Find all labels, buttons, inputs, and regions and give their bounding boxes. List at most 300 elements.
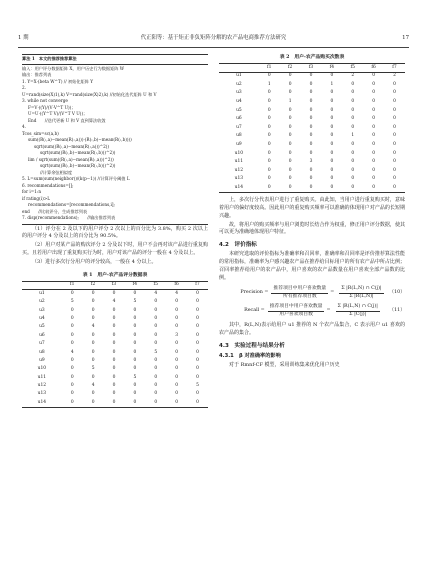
table-cell: 0 (133, 366, 137, 372)
table-cell: 0 (112, 357, 116, 363)
table-cell: 4 (91, 383, 95, 389)
table-cell: u11 (234, 159, 244, 165)
table-row (219, 98, 405, 107)
table-cell: 0 (196, 324, 199, 330)
table-cell: 0 (154, 324, 158, 330)
table-cell: u4 (236, 98, 242, 104)
table-row (22, 349, 208, 357)
table-cell: 0 (112, 307, 116, 313)
table-cell: 0 (330, 98, 334, 104)
table-cell: 0 (309, 184, 313, 190)
table-row (22, 357, 208, 365)
table-row (219, 141, 405, 150)
table-cell: 0 (351, 150, 355, 156)
fraction-numerator: 推荐项目中用户喜欢数量 (268, 304, 325, 312)
table-row (22, 390, 208, 398)
table-cell: 1 (267, 81, 271, 87)
body-paragraph: （1）评分在 2 及以下的用户评分 2 次以上的百分比为 3.8%，购买 2 次以上的用户评分 4 分及以上的百分比为 90.5%。 (22, 225, 208, 240)
table-cell: 0 (70, 391, 74, 397)
table-cell: 0 (351, 90, 355, 96)
column-header (22, 281, 62, 289)
column-header: f6 (174, 282, 179, 288)
table-cell: 0 (267, 116, 271, 122)
table-cell: 5 (91, 366, 95, 372)
table-row (219, 72, 405, 81)
table-cell: 0 (91, 332, 95, 338)
table-cell: 0 (309, 98, 313, 104)
algo-line: 5. L=sum(sum(neighbor))/(k(p−1)) //计算评分阈值 L (22, 176, 130, 181)
table-cell: 0 (175, 307, 178, 313)
table-cell: 0 (133, 315, 137, 321)
body-paragraph: 对于 Rmnf-CF 模型，采用训练集来优化用户历史 (229, 362, 340, 369)
table-cell: u13 (234, 176, 244, 182)
table-cell: 0 (330, 184, 334, 190)
header-rule (18, 47, 409, 48)
column-header: f1 (267, 64, 272, 70)
table-cell: 0 (154, 307, 158, 313)
table-cell: 0 (372, 98, 375, 104)
fraction-numerator: Σ |R(L,N) ∩ C(j)| (339, 286, 383, 294)
table-row (22, 399, 208, 407)
column-header: f7 (195, 282, 200, 288)
table-cell: 0 (267, 107, 271, 113)
table-cell: u2 (236, 81, 242, 87)
table-cell: 0 (112, 291, 116, 297)
table-cell: u1 (39, 291, 45, 297)
equation-lhs: Recall = (244, 307, 265, 313)
table-cell: 0 (70, 307, 74, 313)
table-cell: 0 (91, 307, 95, 313)
table-cell: 0 (330, 159, 334, 165)
table-cell: 0 (330, 141, 334, 147)
left-column (22, 54, 208, 408)
algo-line: U=rand(size(X)1),k) V=rand(size(X)2),k) //初始化迭代矩阵 U 和 V (22, 91, 157, 97)
algo-line: 4. (22, 124, 26, 129)
table-cell: 5 (196, 383, 199, 389)
table-cell: 0 (351, 124, 355, 130)
purchase-table (219, 63, 405, 193)
table-cell: 1 (330, 81, 334, 87)
table-cell: u5 (236, 107, 242, 113)
table-cell: 0 (330, 167, 334, 173)
body-paragraph: 上，多次行分代表用户进行了重复购买。由此知，当用户进行重复购买时，意味着用户的偏好度较高。因此用户的重复购买频率可以准确的体现用户对产品的长短期兴趣。 (219, 196, 405, 219)
table-cell: 0 (372, 90, 375, 96)
body-paragraph: （3）进行多次行分用户的评分较高，一般在 4 分以上。 (32, 259, 157, 266)
table-cell: u1 (236, 73, 242, 79)
table-row (22, 307, 208, 315)
table-cell: 0 (133, 357, 137, 363)
table-cell: 0 (133, 324, 137, 330)
table-row (219, 184, 405, 193)
table-cell: 0 (372, 133, 375, 139)
precision-equation: Precision = $\frac{\text{推荐项目中用户喜欢数量}}{\text{所有推荐项目数}}$ = $\frac{\Sigma |R(L,N) \cap C(j)|}{\Sigma |R(L,N)|}$ （10） (240, 285, 405, 299)
section-heading: 4.2 评价指标 (219, 242, 257, 249)
table-cell: 0 (330, 73, 334, 79)
algo-line: sqrt(sum((R(:,b)−mean(R(:,b)))^2)) (40, 150, 116, 155)
table-cell: 0 (154, 374, 158, 380)
table-row (22, 365, 208, 373)
column-header: f1 (70, 282, 75, 288)
table-cell: 0 (112, 366, 116, 372)
table-cell: 0 (175, 341, 178, 347)
table-cell: u10 (37, 366, 47, 372)
table-cell: 0 (330, 124, 334, 130)
algo-line: end //比较评分，生成推荐列表 (22, 208, 88, 214)
table-cell: 0 (175, 399, 178, 405)
table-cell: 0 (267, 176, 271, 182)
rating-table (22, 281, 208, 408)
table-row (219, 81, 405, 90)
column-header: f4 (132, 282, 138, 288)
table-cell: 0 (70, 315, 74, 321)
table-cell: 2 (393, 73, 396, 79)
table-cell: 0 (196, 374, 199, 380)
body-paragraph: 故，将用户的购买频率与用户浏览时长结合作为权重，修正用户评分数据，使其可以更为准确地体现用户特征。 (219, 221, 405, 236)
equation-fraction (336, 304, 380, 319)
table-row (219, 124, 405, 133)
right-column (219, 54, 405, 370)
algo-line: //计算余弦相似度 (40, 169, 73, 175)
table1-caption: 表 1 用户-农产品评分数据表 (82, 271, 148, 278)
table-cell: 5 (133, 374, 137, 380)
table-cell: 0 (330, 150, 334, 156)
table-cell: 0 (372, 73, 375, 79)
column-header: f5 (153, 282, 158, 288)
table-cell: 0 (175, 349, 178, 355)
fraction-denominator: Σ |C(j)| (349, 311, 367, 317)
table-cell: 0 (196, 391, 199, 397)
table-cell: 0 (288, 184, 292, 190)
table-cell: 0 (309, 90, 313, 96)
table-cell: 0 (267, 167, 271, 173)
table-cell: 0 (393, 116, 396, 122)
table-cell: 0 (309, 116, 313, 122)
running-title: 代正阳等：基于矩正非负矩阵分解的农产品电商推荐方法研究 (140, 35, 287, 41)
table-cell: 0 (133, 399, 137, 405)
table-cell: 0 (393, 150, 396, 156)
table-cell: 0 (309, 150, 313, 156)
body-paragraph: 本研究选取的评价指标为准确率和召回率，准确率和召回率是评价推荐算法性能的常用指标，准确率为户感兴趣农产品在推荐给目标用户的所有农产品中所占比例；召回率推荐给用户的农产品中，用户喜欢的农产品数量在用户喜欢全部产品数的比例。 (219, 251, 405, 282)
column-header: f6 (371, 64, 376, 70)
column-header (219, 63, 259, 72)
table-cell: 0 (309, 167, 313, 173)
table-cell: 2 (351, 73, 355, 79)
table-cell: 0 (351, 176, 355, 182)
table-cell: 5 (70, 299, 74, 305)
table-cell: 0 (154, 299, 158, 305)
table-cell: 0 (309, 133, 313, 139)
table-cell: 0 (133, 332, 137, 338)
table-cell: 0 (70, 291, 74, 297)
table-cell: 0 (154, 341, 158, 347)
table-cell: 0 (372, 141, 375, 147)
table-cell: 0 (393, 184, 396, 190)
table-cell: 0 (70, 366, 74, 372)
table-cell: 0 (196, 341, 199, 347)
table-cell: 0 (70, 332, 74, 338)
table-cell: 0 (267, 90, 271, 96)
table-cell: 4 (70, 349, 74, 355)
fraction-denominator: Σ |R(L,N)| (349, 293, 374, 299)
table-cell: 0 (196, 349, 199, 355)
table-row (219, 106, 405, 115)
table-cell: u6 (39, 332, 45, 338)
table-cell: 0 (70, 341, 74, 347)
table-cell: 0 (175, 357, 178, 363)
table-cell: 0 (393, 141, 396, 147)
algo-line: 2. (22, 85, 26, 90)
table-cell: 0 (267, 159, 271, 165)
algo-line: sum((R(:,a)−mean(R(:,a)))·(R(:,b)−mean(R(:,b)))) (28, 137, 132, 142)
table-cell: 0 (309, 73, 313, 79)
table-cell: 0 (372, 116, 375, 122)
table-cell: 0 (372, 176, 375, 182)
table-row (219, 89, 405, 98)
table-cell: 0 (196, 307, 199, 313)
table-cell: 0 (351, 116, 355, 122)
table-cell: 0 (372, 81, 375, 87)
table-cell: 0 (175, 366, 178, 372)
table-row (219, 175, 405, 184)
table-cell: 0 (70, 399, 74, 405)
table-cell: 0 (351, 98, 355, 104)
table-row (219, 158, 405, 167)
table-cell: 4 (154, 291, 158, 297)
algo-line: 输入：用户评分数据矩阵 X，用户历史行为数据矩阵 W (22, 65, 125, 71)
algo-line: 7. disp(recommendations); //输出推荐列表 (22, 215, 116, 220)
table-cell: 0 (309, 176, 313, 182)
table-cell: 0 (351, 107, 355, 113)
table-cell: 0 (175, 299, 178, 305)
table-cell: 0 (309, 107, 313, 113)
table-cell: u4 (39, 315, 45, 321)
issue-label: 1 期 (18, 35, 29, 41)
table-cell: u8 (39, 349, 45, 355)
table-row (22, 332, 208, 340)
algo-line: 1. Y=X·(beta W^T) // 初始化矩阵 Y (22, 78, 93, 84)
table-cell: 5 (133, 299, 137, 305)
table-cell: 0 (175, 374, 178, 380)
table-cell: u7 (236, 124, 242, 130)
algo-line: 6. recommendations=[]; (22, 182, 74, 188)
table-cell: 0 (267, 73, 271, 79)
table-cell: 0 (372, 124, 375, 130)
algorithm-title: 算法 1 本文的推荐推荐算法 (22, 56, 208, 65)
table-cell: 0 (175, 391, 178, 397)
table-cell: u11 (37, 374, 47, 380)
table-cell: 0 (351, 141, 355, 147)
subsection-heading: 4.3.1 β 对准确率的影响 (219, 352, 281, 359)
algo-line: 3. while not converge (22, 98, 68, 103)
table-cell: 0 (288, 124, 292, 130)
equation-fraction (271, 286, 328, 301)
table-cell: 0 (196, 315, 199, 321)
table-cell: 0 (196, 357, 199, 363)
table-cell: 0 (393, 133, 396, 139)
table-cell: u12 (234, 167, 244, 173)
table-cell: 0 (351, 81, 355, 87)
table-cell: 0 (175, 383, 178, 389)
table-cell: 0 (91, 291, 95, 297)
table-row (22, 323, 208, 331)
table-cell: 0 (393, 124, 396, 130)
table-cell: 0 (330, 116, 334, 122)
page-number: 17 (402, 35, 409, 41)
table-cell: 0 (70, 374, 74, 380)
algo-line: sqrt(sum((R(:,a)−mean(R(:,a)))^2)) (34, 143, 110, 149)
algo-line: Tcos_sim=sc(a,b) (22, 130, 59, 136)
table-cell: 0 (196, 291, 199, 297)
table-row (22, 382, 208, 390)
table-cell: 0 (154, 391, 158, 397)
table-row (22, 315, 208, 323)
table-cell: 0 (196, 332, 199, 338)
table-cell: 0 (288, 107, 292, 113)
table-cell: 0 (112, 383, 116, 389)
algo-line: U=U·((Y^T V)/(V^T V U))； (28, 111, 88, 116)
table-cell: 0 (196, 399, 199, 405)
table-row (22, 374, 208, 382)
table-cell: 0 (288, 150, 292, 156)
table-cell: u13 (37, 391, 47, 397)
table-cell: 0 (288, 81, 292, 87)
algo-line: 输出：推荐列表 (22, 72, 52, 77)
table-cell: 0 (288, 116, 292, 122)
table-cell: 0 (288, 141, 292, 147)
section-heading: 4.3 实验过程与结果分析 (219, 342, 285, 349)
equation-fraction (268, 304, 325, 319)
table-cell: 0 (372, 159, 375, 165)
table-cell: 0 (112, 399, 116, 405)
table-cell: 0 (372, 167, 375, 173)
table-cell: 0 (112, 315, 116, 321)
table-cell: 0 (154, 366, 158, 372)
table-cell: u14 (234, 184, 244, 190)
table-cell: 0 (267, 98, 271, 104)
table-cell: 0 (372, 184, 375, 190)
table-cell: u9 (39, 357, 45, 363)
column-header: f4 (329, 64, 335, 70)
table-cell: 0 (393, 159, 396, 165)
fraction-numerator: 推荐项目中用户喜欢数量 (271, 286, 328, 294)
table-cell: 0 (309, 124, 313, 130)
table-cell: 0 (288, 133, 292, 139)
table-cell: 0 (393, 81, 396, 87)
table-cell: 0 (133, 291, 137, 297)
table-cell: 0 (112, 324, 116, 330)
table-cell: 0 (112, 332, 116, 338)
table-cell: u5 (39, 324, 45, 330)
algo-line: F=V·((Y)/(V·V^T U))； (28, 104, 76, 110)
table-cell: 0 (372, 107, 375, 113)
table-cell: 0 (133, 391, 137, 397)
table-cell: 0 (393, 98, 396, 104)
algorithm-box (22, 54, 208, 225)
table-cell: 0 (133, 341, 137, 347)
table-cell: 0 (330, 107, 334, 113)
algo-line: for i=1:n (22, 189, 42, 194)
table-cell: 0 (112, 349, 116, 355)
table-cell: u8 (236, 133, 242, 139)
table-cell: 0 (267, 124, 271, 130)
table-cell: 3 (309, 159, 313, 165)
table-cell: 0 (196, 366, 199, 372)
table-cell: 0 (70, 383, 74, 389)
table-cell: u12 (37, 383, 47, 389)
equation-number: （10） (389, 289, 405, 295)
table-cell: 0 (330, 90, 334, 96)
table2-caption: 表 2 用户-农产品购买次数表 (279, 54, 345, 60)
table-cell: 0 (133, 349, 137, 355)
table-cell: 0 (91, 299, 95, 305)
table-row (219, 115, 405, 124)
equation-fraction (339, 286, 383, 301)
table-cell: 0 (154, 315, 158, 321)
table-cell: 0 (351, 159, 355, 165)
table-cell: 0 (154, 357, 158, 363)
table-cell: 0 (154, 383, 158, 389)
equation-number: （11） (389, 307, 405, 313)
body-paragraph: 其中，R(L,N)表示给用户 u1 推荐的 N 个农产品集合，C 表示用户 u1 喜欢的农产品的集合。 (219, 321, 405, 336)
table-cell: 0 (91, 315, 95, 321)
table-cell: 4 (112, 299, 116, 305)
fraction-denominator: 用户喜欢项目数 (279, 311, 313, 317)
column-header: f3 (308, 64, 314, 70)
table-cell: 0 (133, 307, 137, 313)
table-cell: 0 (175, 324, 178, 330)
algo-line: sqrt(sum((R(:,b)−mean(R(:,b)))^2)) (40, 163, 116, 168)
table-cell: u3 (236, 90, 242, 96)
table-cell: 0 (351, 167, 355, 173)
table-cell: 0 (175, 315, 178, 321)
table-cell: 0 (288, 90, 292, 96)
column-header: f5 (350, 64, 355, 70)
table-cell: 0 (372, 150, 375, 156)
table-cell: u14 (37, 399, 47, 405)
table-row (219, 149, 405, 158)
table-cell: 0 (393, 176, 396, 182)
fraction-numerator: Σ |R(L,N) ∩ C(j)| (336, 304, 380, 312)
table-cell: 0 (133, 383, 137, 389)
table-cell: 0 (267, 141, 271, 147)
table-cell: u6 (236, 116, 242, 122)
table-cell: 0 (288, 176, 292, 182)
table-cell: 0 (91, 349, 95, 355)
table-cell: 0 (112, 391, 116, 397)
column-header: f3 (111, 282, 117, 288)
table-cell: 0 (70, 324, 74, 330)
table-cell: 4 (91, 324, 95, 330)
fraction-denominator: 所有推荐项目数 (283, 293, 317, 299)
table-cell: 0 (196, 299, 199, 305)
table-cell: u2 (39, 299, 45, 305)
column-header: f7 (392, 64, 397, 70)
table-cell: 0 (112, 374, 116, 380)
table-cell: 4 (175, 291, 178, 297)
table-cell: 0 (267, 133, 271, 139)
table-cell: 0 (288, 159, 292, 165)
running-header (18, 35, 409, 45)
table-cell: 0 (154, 332, 158, 338)
algo-line: recommendations=[recommendations,i]; (28, 202, 115, 207)
recall-equation: Recall = $\frac{\text{推荐项目中用户喜欢数量}}{\text{用户喜欢项目数}}$ = $\frac{\Sigma |R(L,N) \cap C(j)|}{\Sigma |C(j)|}$ （11） (244, 303, 405, 317)
table-cell: 0 (91, 357, 95, 363)
table-cell: 0 (330, 133, 334, 139)
table-cell: u9 (236, 141, 242, 147)
table-cell: 5 (154, 349, 158, 355)
table-cell: 0 (91, 399, 95, 405)
table-cell: 0 (351, 184, 355, 190)
